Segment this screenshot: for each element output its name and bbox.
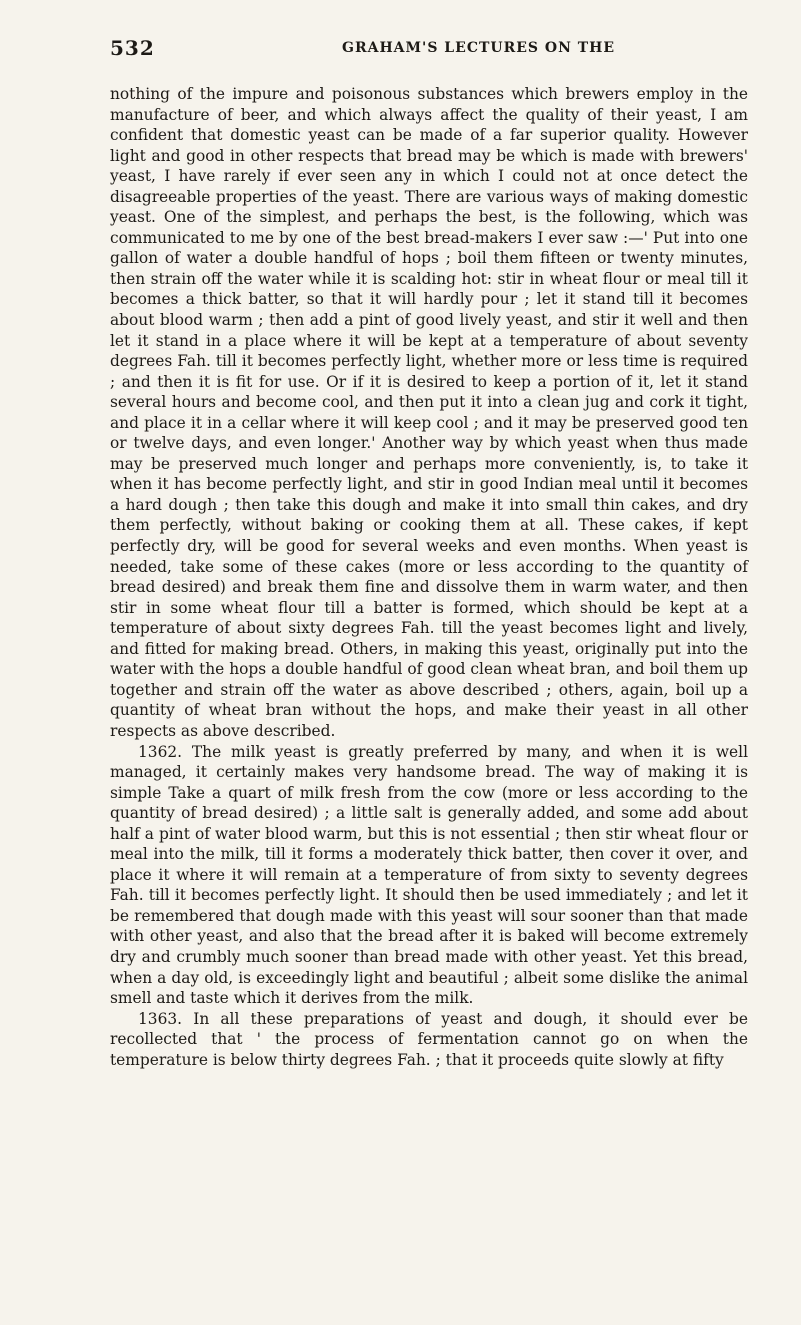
paragraph-text: nothing of the impure and poisonous substances which brewers employ in the manufacture of beer, and which always affect the quality of their yeast, I am confident that domestic yeast can be made of a far superior quality. However light and good in other respects that bread may be which is made with brewers' yeast, I have rarely if ever seen any in which I could not at once detect the disagreeable properties of the yeast. There are various ways of making domestic yeast. One of the simplest, and perhaps the best, is the following, which was communicated to me by one of the best bread-makers I ever saw :—' Put into one gallon of water a double handful of hops ; boil them fifteen or twenty minutes, then strain off the water while it is scalding hot: stir in wheat flour or meal till it becomes a thick batter, so that it will hardly pour ; let it stand till it becomes about blood warm ; then add a pint of good lively yeast, and stir it well and then let it stand in a place where it will be kept at a temperature of about seventy degrees Fah. till it becomes perfectly light, whether more or less time is required ; and then it is fit for use. Or if it is desired to keep a portion of it, let it stand several hours and become cool, and then put it into a clean jug and cork it tight, and place it in a cellar where it will keep cool ; and it may be preserved good ten or twelve days, and even longer.' Another way by which yeast when thus made may be preserved much longer and perhaps more conveniently, is, to take it when it has become perfectly light, and stir in good Indian meal until it becomes a hard dough ; then take this dough and make it into small thin cakes, and dry them perfectly, without baking or cooking them at all. These cakes, if kept perfectly dry, will be good for several weeks and even months. When yeast is needed, take some of these cakes (more or less according to the quantity of bread desired) and break them fine and dissolve them in warm water, and then stir in some wheat flour till a batter is formed, which should be kept at a temperature of about sixty degrees Fah. till the yeast becomes light and lively, and fitted for making bread. Others, in making this yeast, originally put into the water with the hops a double handful of good clean wheat bran, and boil them up together and strain off the water as above described ; others, again, boil up a quantity of wheat bran without the hops, and make their yeast in all other respects as above described. — [110, 85, 748, 740]
paragraph-1363 — [110, 1009, 748, 1071]
paragraph-number: 1362. — [138, 742, 183, 761]
paragraph-continuation — [110, 84, 748, 742]
paragraph-1362 — [110, 742, 748, 1009]
paragraph-number: 1363. — [138, 1009, 183, 1028]
body-text — [110, 84, 748, 1070]
paragraph-text: In all these preparations of yeast and dough, it should ever be recollected that ' the process of fermentation cannot go on when the temperature is below thirty degrees Fah. ; that it proceeds quite slowly at fifty — [110, 1009, 748, 1069]
running-head: GRAHAM'S LECTURES ON THE — [342, 40, 616, 56]
paragraph-text: The milk yeast is greatly preferred by many, and when it is well managed, it certainly makes very handsome bread. The way of making it is simple Take a quart of milk fresh from the cow (more or less according to the quantity of bread desired) ; a little salt is generally added, and some add about half a pint of water blood warm, but this is not essential ; then stir wheat flour or meal into the milk, till it forms a moderately thick batter, then cover it over, and place it where it will remain at a temperature of from sixty to seventy degrees Fah. till it becomes perfectly light. It should then be used immediately ; and let it be remembered that dough made with this yeast will sour sooner than that made with other yeast, and also that the bread after it is baked will become extremely dry and crumbly much sooner than bread made with other yeast. Yet this bread, when a day old, is exceedingly light and beautiful ; albeit some dislike the animal smell and taste which it derives from the milk. — [110, 742, 748, 1008]
page-number: 532 — [110, 36, 155, 60]
page-header — [110, 36, 750, 60]
